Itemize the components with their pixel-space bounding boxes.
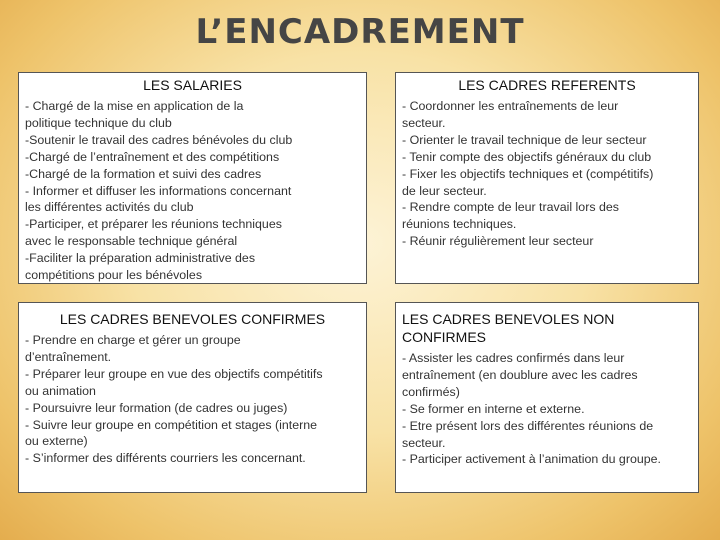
box-body: - Coordonner les entraînements de leur secteur. - Orienter le travail technique de leur secteur - Tenir compte des objectifs généraux du club - Fixer les objectifs techniques et (compétitifs) de leur secteur. - Rendre compte de leur travail lors des réunions techniques. - Réunir régulièrement leur secteur xyxy=(402,99,654,249)
box-heading: LES CADRES REFERENTS xyxy=(458,77,636,93)
box-body: - Chargé de la mise en application de la politique technique du club -Soutenir le travail des cadres bénévoles du club -Chargé de l’entraînement et des compétitions -Chargé de la formation et suivi des cadres - Informer et diffuser les informations concernant les différentes activités du club -Participer, et préparer les réunions techniques avec le responsable technique général -Faciliter la préparation administrative des compétitions pour les bénévoles xyxy=(25,99,293,283)
box-body: - Assister les cadres confirmés dans leur entraînement (en doublure avec les cadres confirmés) - Se former en interne et externe. - Etre présent lors des différentes réunions de secteur. - Participer activement à l’animation du groupe. xyxy=(402,351,661,467)
box-cadres-benevoles-confirmes xyxy=(18,302,367,493)
page-title: L’ENCADREMENT xyxy=(195,12,525,52)
box-salaries xyxy=(18,72,367,284)
box-heading: LES CADRES BENEVOLES NON CONFIRMES xyxy=(402,311,615,345)
box-heading: LES CADRES BENEVOLES CONFIRMES xyxy=(59,311,326,327)
box-heading: LES SALARIES xyxy=(143,77,242,93)
box-cadres-referents xyxy=(395,72,699,284)
box-cadres-benevoles-non-confirmes xyxy=(395,302,699,493)
box-body: - Prendre en charge et gérer un groupe d’entraînement. - Préparer leur groupe en vue des objectifs compétitifs ou animation - Poursuivre leur formation (de cadres ou juges) - Suivre leur groupe en compétition et stages (interne ou externe) - S’informer des différents courriers les concernant. xyxy=(25,333,323,466)
